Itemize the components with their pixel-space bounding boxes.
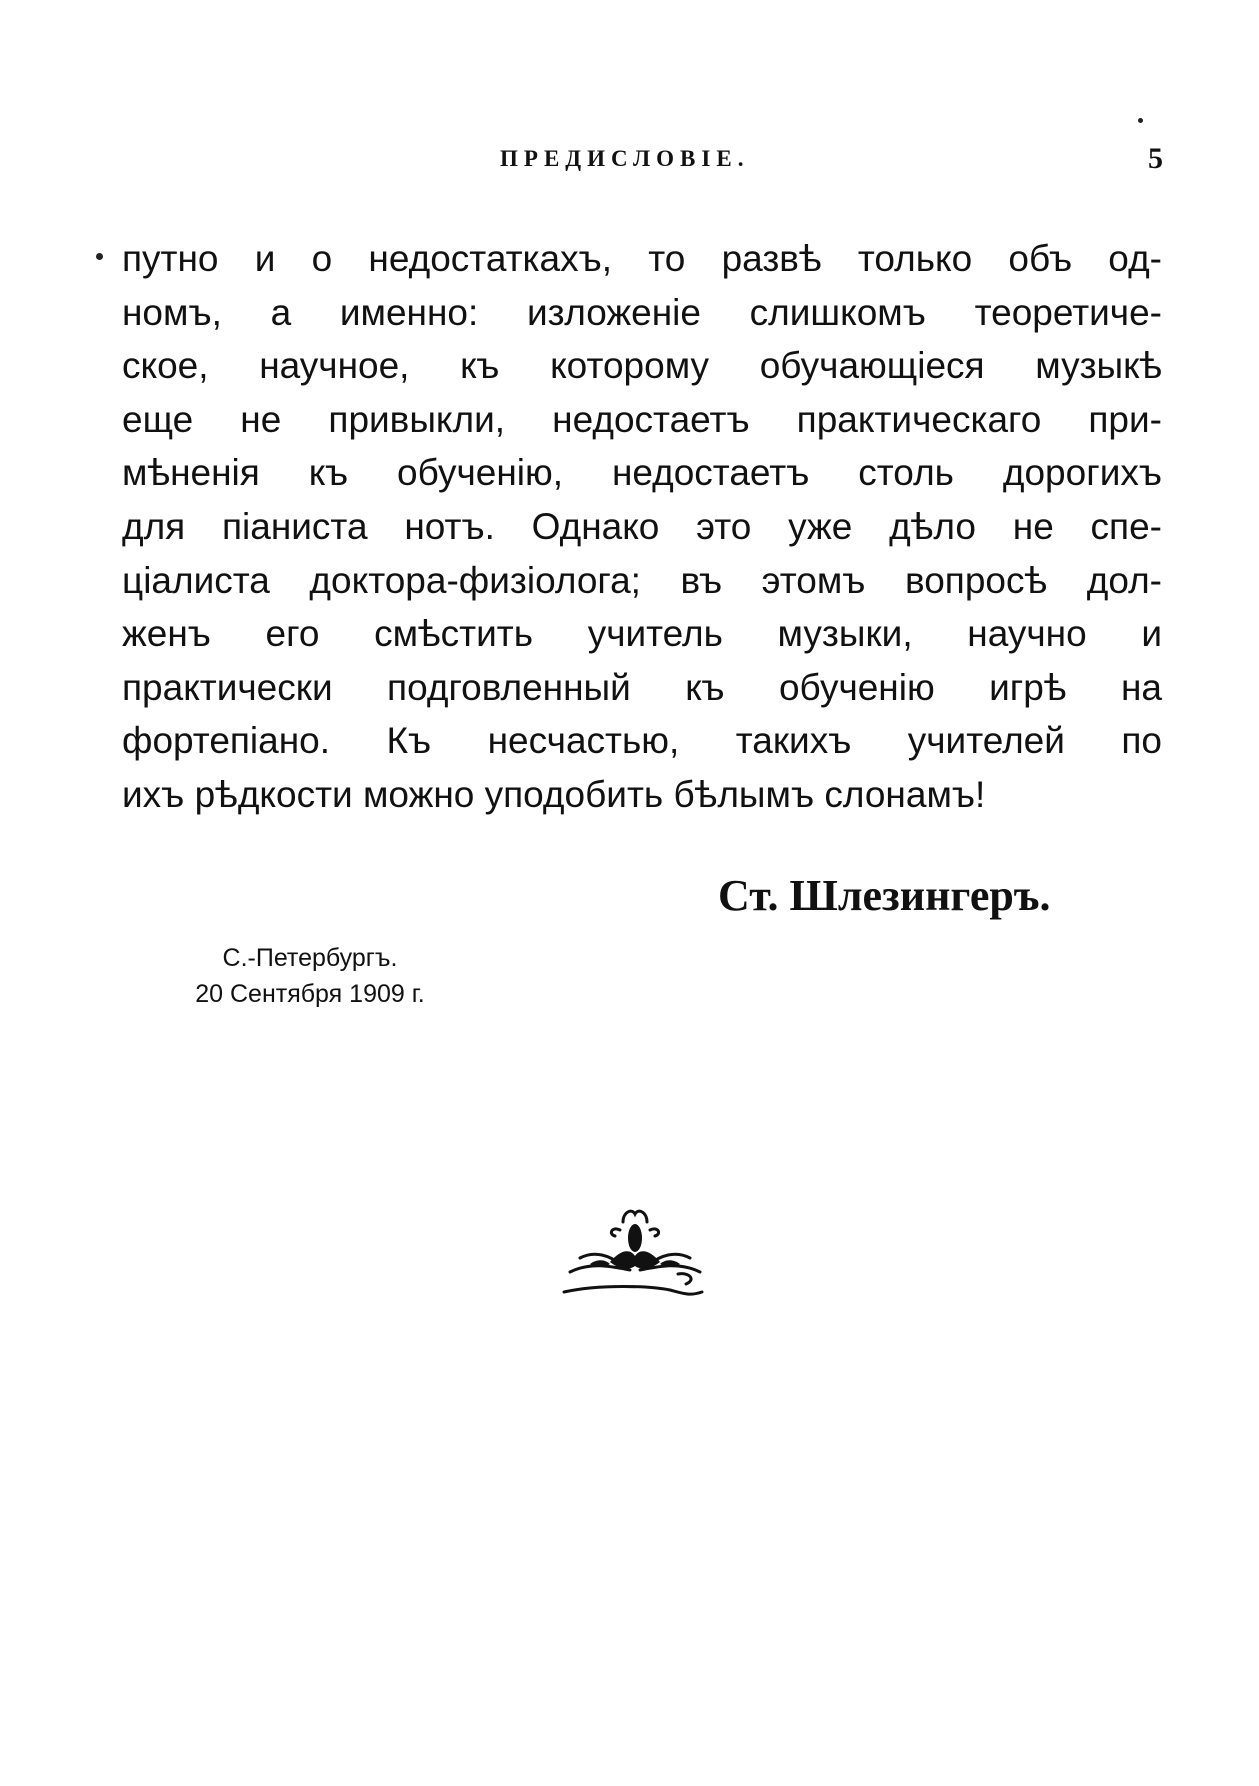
running-head <box>0 142 1259 186</box>
stray-dot <box>1138 118 1143 123</box>
text-line: путно и о недостаткахъ, то развѣ только объ од- <box>122 238 1162 279</box>
text-line: ціалиста доктора-физіолога; въ этомъ вопросѣ дол- <box>122 559 1162 601</box>
author-signature: Ст. Шлезингеръ. <box>718 871 1051 920</box>
text-line: еще не привыкли, недостаетъ практическаго при- <box>122 398 1162 440</box>
place-text: С.-Петербургъ. <box>222 944 398 972</box>
text-line: для піаниста нотъ. Однако это уже дѣло не спе- <box>122 505 1162 547</box>
margin-dot <box>96 253 103 260</box>
floral-tailpiece-icon <box>560 1200 710 1310</box>
date-text: 20 Сентября 1909 г. <box>195 980 425 1008</box>
text-line: практически подговленный къ обученію игрѣ на <box>122 666 1162 708</box>
body-paragraph <box>122 232 1162 822</box>
page-number: 5 <box>1148 142 1163 175</box>
text-line: мѣненія къ обученію, недостаетъ столь дорогихъ <box>122 452 1162 494</box>
place-date <box>150 940 470 1012</box>
text-line: номъ, а именно: изложеніе слишкомъ теоретиче- <box>122 291 1162 333</box>
text-line: ихъ рѣдкости можно уподобить бѣлымъ слонамъ! <box>122 773 986 815</box>
running-title: ПРЕДИСЛОВІЕ. <box>500 146 750 171</box>
text-line: женъ его смѣстить учитель музыки, научно и <box>122 613 1162 655</box>
text-line: ское, научное, къ которому обучающіеся музыкѣ <box>122 345 1162 387</box>
text-line: фортепіано. Къ несчастью, такихъ учителей по <box>122 720 1162 762</box>
